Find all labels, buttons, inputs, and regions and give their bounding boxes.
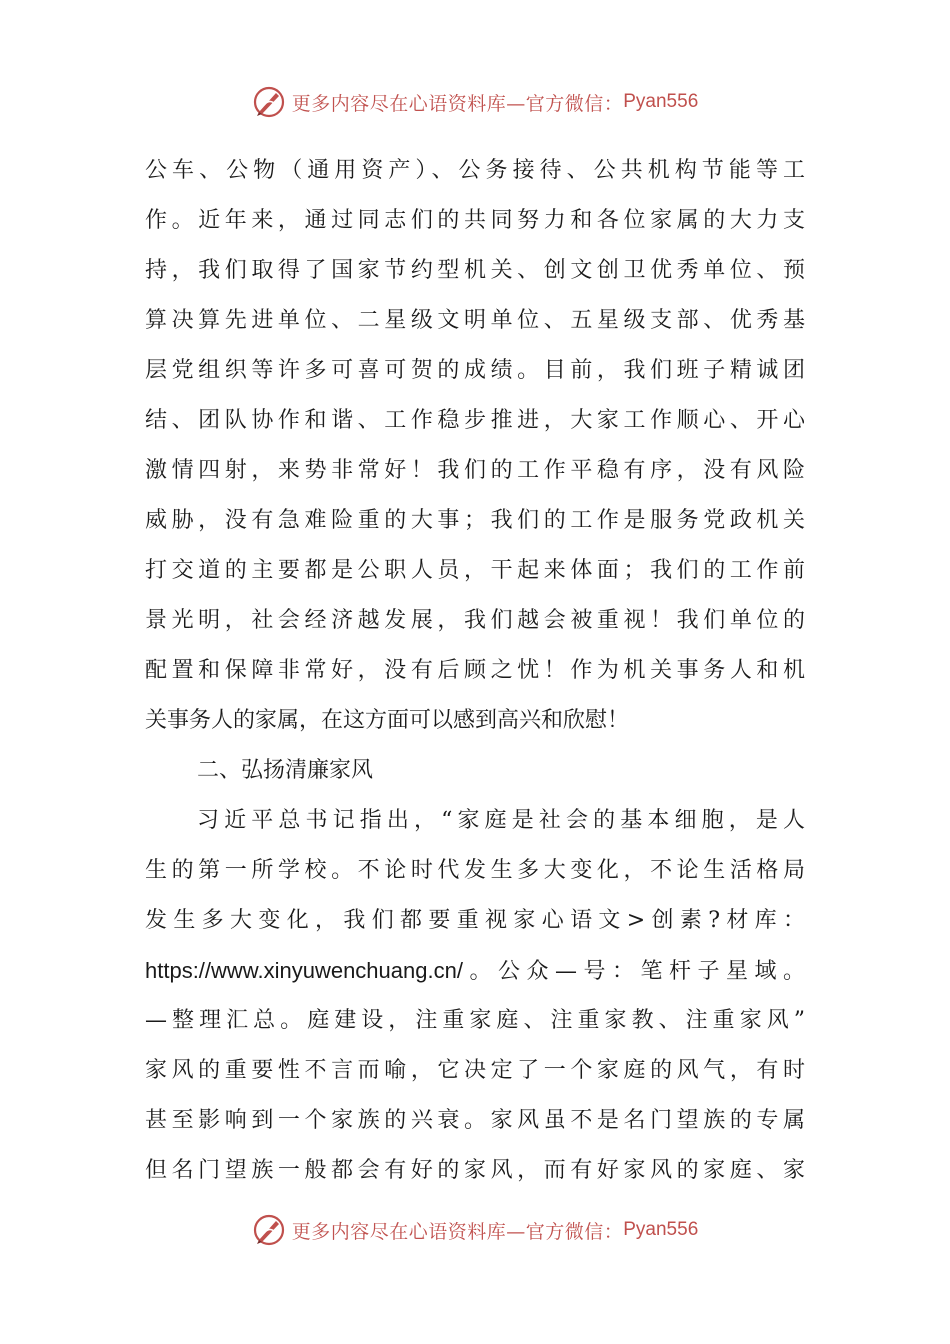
document-body — [145, 146, 805, 1196]
footer-banner — [0, 1208, 950, 1252]
wechat-id: Pyan556 — [623, 91, 699, 112]
wechat-id: Pyan556 — [623, 1219, 699, 1240]
url-line-rest: 。公众—号：笔杆子星域。 — [462, 959, 805, 984]
body-line: 结、团队协作和谐、工作稳步推进，大家工作顺心、开心 — [145, 408, 805, 433]
body-line: 关事务人的家属，在这方面可以感到高兴和欣慰！ — [145, 708, 630, 733]
pen-logo-icon — [252, 85, 286, 119]
url-link[interactable]: https://www.xinyuwenchuang.cn/ — [145, 958, 463, 983]
body-line: 持，我们取得了国家节约型机关、创文创卫优秀单位、预 — [145, 258, 805, 283]
body-line: 景光明，社会经济越发展，我们越会被重视！我们单位的 — [145, 608, 805, 633]
paragraph-line: 但名门望族一般都会有好的家风，而有好家风的家庭、家 — [145, 1158, 805, 1183]
body-line: 作。近年来，通过同志们的共同努力和各位家属的大力支 — [145, 208, 805, 233]
section-heading: 二、弘扬清廉家风 — [197, 758, 374, 783]
banner-text: 更多内容尽在心语资料库—官方微信： — [291, 92, 624, 115]
paragraph-line: 发生多大变化，我们都要重视家心语文>创素?材库： — [145, 908, 805, 933]
body-line: 公车、公物（通用资产）、公务接待、公共机构节能等工 — [145, 158, 805, 183]
url-line — [145, 946, 805, 996]
paragraph-line: 家风的重要性不言而喻，它决定了一个家庭的风气，有时 — [145, 1058, 805, 1083]
body-line: 激情四射，来势非常好！我们的工作平稳有序，没有风险 — [145, 458, 805, 483]
paragraph-line: 甚至影响到一个家族的兴衰。家风虽不是名门望族的专属 — [145, 1108, 805, 1133]
header-banner — [0, 80, 950, 124]
paragraph-line: —整理汇总。庭建设，注重家庭、注重家教、注重家风” — [145, 1008, 805, 1033]
paragraph-line: 习近平总书记指出，“家庭是社会的基本细胞，是人 — [197, 808, 805, 833]
body-line: 打交道的主要都是公职人员，干起来体面；我们的工作前 — [145, 558, 805, 583]
body-line: 配置和保障非常好，没有后顾之忧！作为机关事务人和机 — [145, 658, 805, 683]
paragraph-line: 生的第一所学校。不论时代发生多大变化，不论生活格局 — [145, 858, 805, 883]
body-line: 威胁，没有急难险重的大事；我们的工作是服务党政机关 — [145, 508, 805, 533]
banner-text: 更多内容尽在心语资料库—官方微信： — [291, 1220, 624, 1243]
body-line: 层党组织等许多可喜可贺的成绩。目前，我们班子精诚团 — [145, 358, 805, 383]
pen-logo-icon — [252, 1213, 286, 1247]
body-line: 算决算先进单位、二星级文明单位、五星级支部、优秀基 — [145, 308, 805, 333]
